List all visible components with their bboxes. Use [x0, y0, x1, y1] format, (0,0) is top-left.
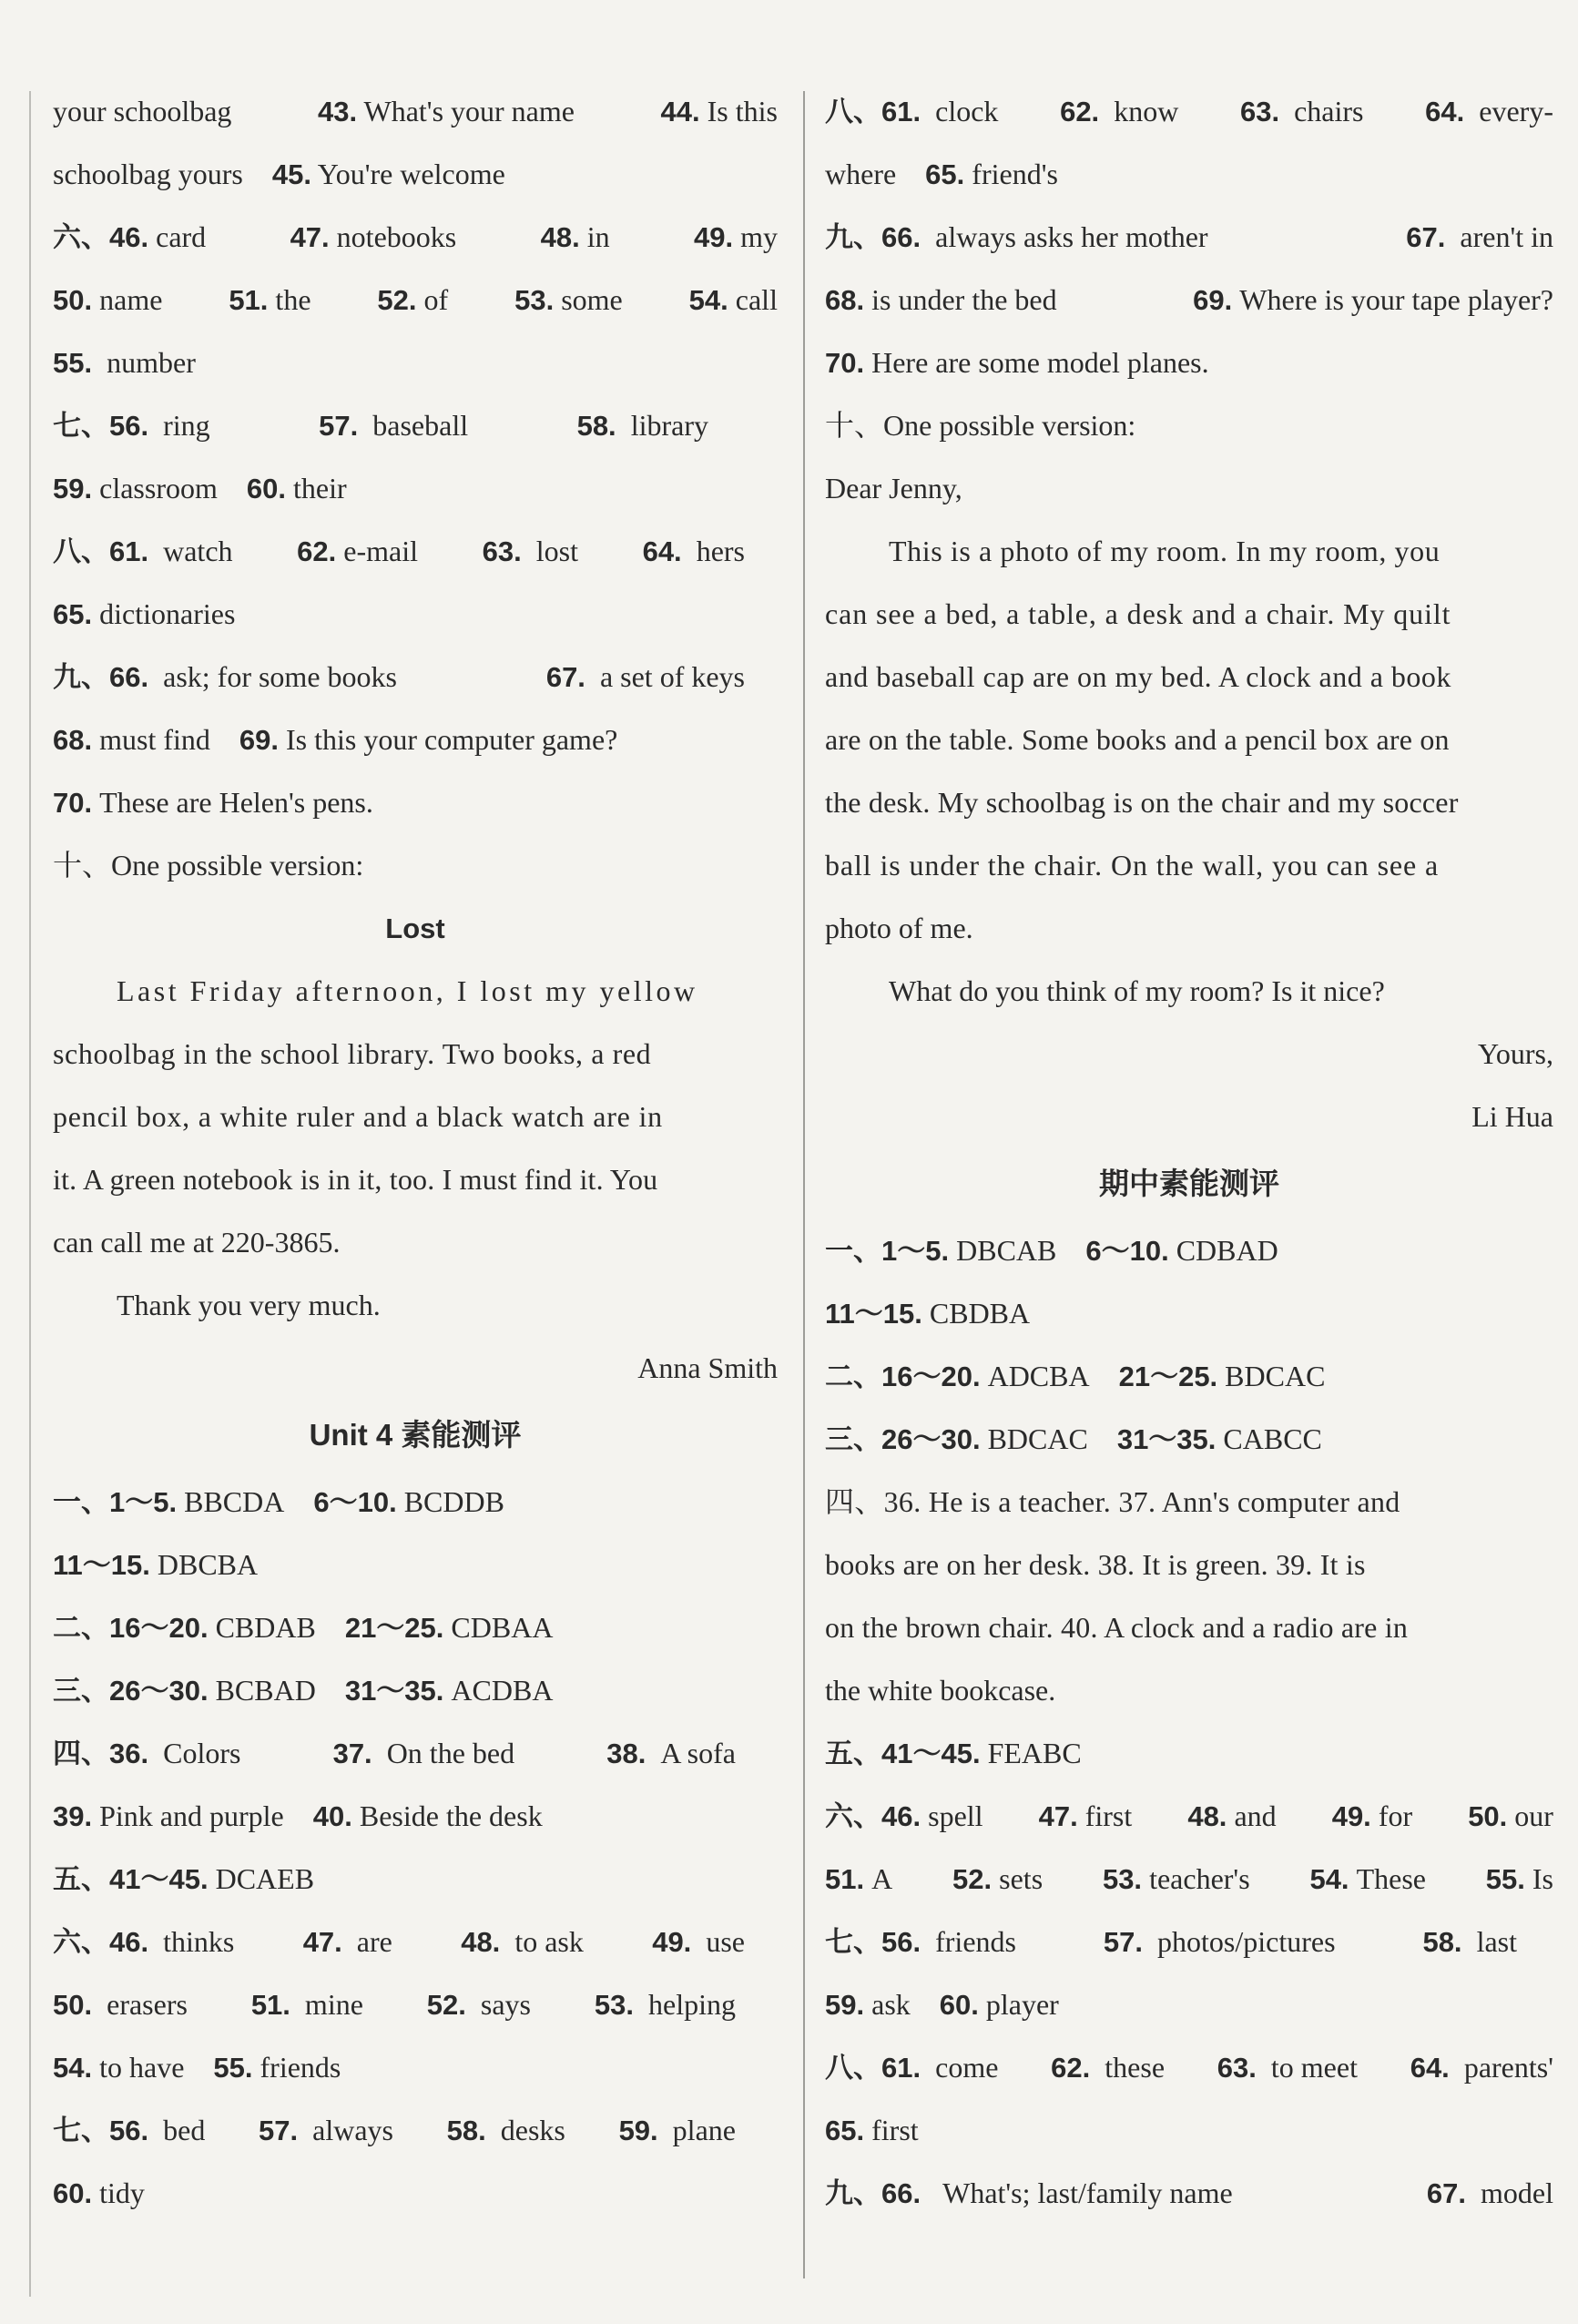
unit4-line: 五、41～45. DCAEB	[53, 1862, 315, 1895]
section-7-line: 59. classroom 60. their	[53, 472, 347, 505]
letter-line: the desk. My schoolbag is on the chair and my soccer	[825, 786, 1459, 819]
column-divider	[803, 91, 805, 2278]
section-6-line: 六、46. card 47. notebooks 48. in 49. my	[53, 220, 778, 253]
midterm-line: 六、46. spell 47. first 48. and 49. for 50. our	[825, 1799, 1553, 1832]
midterm-line: 51. A 52. sets 53. teacher's 54. These 55. Is	[825, 1862, 1553, 1895]
section-8-line: 八、61. clock 62. know 63. chairs 64. every-	[825, 95, 1553, 127]
letter-closing: Yours,	[1477, 1037, 1553, 1070]
letter-line: ball is under the chair. On the wall, you can see a	[825, 849, 1440, 882]
unit4-line: 六、46. thinks 47. are 48. to ask 49. use	[53, 1925, 745, 1958]
section-6-line: 55. number	[53, 346, 196, 379]
midterm-line: 三、26～30. BDCAC 31～35. CABCC	[825, 1422, 1322, 1455]
section-10-line: 十、One possible version:	[53, 849, 364, 882]
unit4-line: 50. erasers 51. mine 52. says 53. helping	[53, 1988, 736, 2021]
letter-signature: Li Hua	[1471, 1100, 1553, 1133]
unit4-line: 39. Pink and purple 40. Beside the desk	[53, 1799, 543, 1832]
midterm-line: 七、56. friends 57. photos/pictures 58. last	[825, 1925, 1517, 1958]
midterm-line: 二、16～20. ADCBA 21～25. BDCAC	[825, 1360, 1326, 1392]
left-column	[53, 80, 778, 2225]
answer-line: your schoolbag 43. What's your name 44. Is this	[53, 95, 778, 127]
midterm-line: 九、66. What's; last/family name 67. model	[825, 2176, 1553, 2209]
unit4-line: 54. to have 55. friends	[53, 2051, 341, 2084]
midterm-line: 八、61. come 62. these 63. to meet 64. parents'	[825, 2051, 1553, 2084]
unit4-line: 二、16～20. CBDAB 21～25. CDBAA	[53, 1611, 554, 1644]
letter-line: can see a bed, a table, a desk and a chair. My quilt	[825, 597, 1451, 630]
midterm-line: 五、41～45. FEABC	[825, 1737, 1082, 1769]
midterm-line: 65. first	[825, 2114, 919, 2146]
letter-line: are on the table. Some books and a pencil box are on	[825, 723, 1450, 756]
midterm-line: 一、1～5. DBCAB 6～10. CDBAD	[825, 1234, 1278, 1267]
section-7-line: 七、56. ring 57. baseball 58. library	[53, 409, 708, 442]
section-8-line: 65. dictionaries	[53, 597, 236, 630]
page-edge-line	[29, 91, 31, 2297]
essay-title: Lost	[385, 912, 445, 944]
section-9-line: 70. These are Helen's pens.	[53, 786, 373, 819]
unit4-line: 三、26～30. BCBAD 31～35. ACDBA	[53, 1674, 554, 1707]
section-8-line: where 65. friend's	[825, 158, 1058, 190]
section-8-line: 八、61. watch 62. e-mail 63. lost 64. hers	[53, 535, 745, 567]
essay-line: can call me at 220-3865.	[53, 1226, 341, 1259]
letter-greeting: Dear Jenny,	[825, 472, 962, 505]
essay-line: pencil box, a white ruler and a black watch are in	[53, 1100, 663, 1133]
letter-question: What do you think of my room? Is it nice?	[889, 974, 1385, 1007]
letter-line: and baseball cap are on my bed. A clock and a book	[825, 660, 1451, 693]
unit4-line: 11～15. DBCBA	[53, 1548, 259, 1581]
unit4-line: 七、56. bed 57. always 58. desks 59. plane	[53, 2114, 736, 2146]
essay-line: Last Friday afternoon, I lost my yellow	[117, 974, 698, 1007]
midterm-line: books are on her desk. 38. It is green. 39. It is	[825, 1548, 1366, 1581]
section-9-line: 九、66. always asks her mother 67. aren't in	[825, 220, 1553, 253]
essay-line: schoolbag in the school library. Two books, a red	[53, 1037, 652, 1070]
right-column	[825, 80, 1553, 2225]
unit4-line: 四、36. Colors 37. On the bed 38. A sofa	[53, 1737, 736, 1769]
letter-line: This is a photo of my room. In my room, you	[889, 535, 1441, 567]
essay-thanks: Thank you very much.	[117, 1289, 381, 1321]
section-9-line: 68. must find 69. Is this your computer game?	[53, 723, 618, 756]
section-9-line: 70. Here are some model planes.	[825, 346, 1209, 379]
unit4-line: 一、1～5. BBCDA 6～10. BCDDB	[53, 1485, 504, 1518]
section-9-line: 68. is under the bed 69. Where is your tape player?	[825, 283, 1553, 316]
answer-line: schoolbag yours 45. You're welcome	[53, 158, 505, 190]
midterm-line: on the brown chair. 40. A clock and a radio are in	[825, 1611, 1409, 1644]
unit4-heading: Unit 4 素能测评	[309, 1418, 522, 1452]
midterm-heading: 期中素能测评	[1099, 1167, 1279, 1200]
section-6-line: 50. name 51. the 52. of 53. some 54. call	[53, 283, 778, 316]
unit4-line: 60. tidy	[53, 2176, 145, 2209]
midterm-line: 11～15. CBDBA	[825, 1297, 1031, 1330]
essay-line: it. A green notebook is in it, too. I must find it. You	[53, 1163, 658, 1196]
essay-signature: Anna Smith	[637, 1351, 778, 1384]
midterm-line: the white bookcase.	[825, 1674, 1056, 1707]
letter-line: photo of me.	[825, 912, 973, 944]
midterm-line: 四、36. He is a teacher. 37. Ann's computer and	[825, 1485, 1400, 1518]
midterm-line: 59. ask 60. player	[825, 1988, 1059, 2021]
section-10-line: 十、One possible version:	[825, 409, 1136, 442]
section-9-line: 九、66. ask; for some books 67. a set of keys	[53, 660, 745, 693]
